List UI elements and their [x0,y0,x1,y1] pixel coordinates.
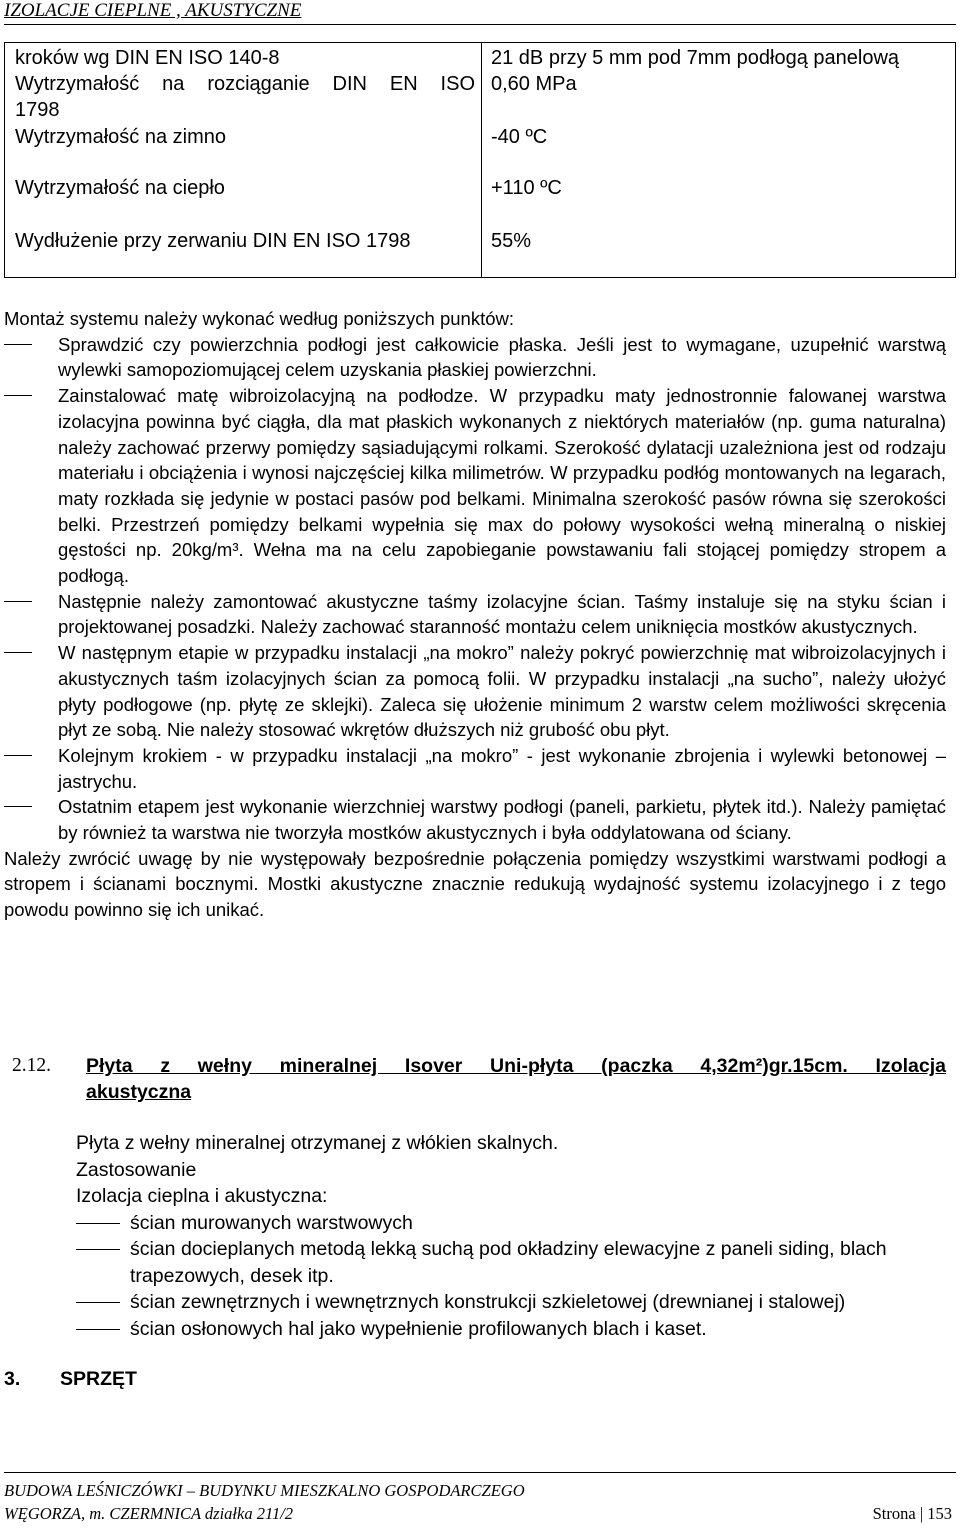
page-footer [4,1472,956,1525]
list-item-text: Ostatnim etapem jest wykonanie wierzchniej warstwy podłogi (paneli, parkietu, płytek itd.). Należy pamiętać by również ta warstwa nie tworzyła mostków akustycznych i była oddylatowana od ściany. [58,796,946,844]
table-row-label: Wytrzymałość na zimno [15,126,226,148]
dash-bullet [4,601,32,602]
dash-bullet [4,806,32,807]
dash-bullet [4,755,32,756]
mounting-intro: Montaż systemu należy wykonać według poniższych punktów: [4,308,515,329]
dash-bullet [4,652,32,653]
list-item-text: ścian osłonowych hal jako wypełnienie profilowanych blach i kaset. [130,1317,707,1340]
dash-bullet [76,1249,120,1250]
table-row-label: kroków wg DIN EN ISO 140-8 [15,47,280,69]
usage-subheading: Izolacja cieplna i akustyczna: [76,1185,328,1207]
table-column-divider [481,43,482,277]
table-row-value: 55% [491,230,532,252]
table-row-value: 21 dB przy 5 mm pod 7mm podłogą panelową [491,47,900,69]
list-item [4,743,946,794]
table-row-value: +110 ºC [491,177,562,199]
dash-bullet [76,1329,120,1330]
list-item-text: ścian docieplanych metodą lekką suchą pod okładziny elewacyjne z paneli siding, blach trapezowych, desek itp. [130,1238,887,1287]
table-row-value: 0,60 MPa [491,73,577,95]
footer-line-2: WĘGORZA, m. CZERMNICA działka 211/2 [4,1504,294,1523]
dash-bullet [4,395,32,396]
list-item [76,1236,946,1289]
list-item-text: Zainstalować matę wibroizolacyjną na podłodze. W przypadku maty jednostronnie falowanej warstwa izolacyjna powinna być ciągła, dla mat płaskich wykonanych z niektórych materiałów (np. guma naturalna) należy zachować przerwy pomiędzy sąsiadującymi rolkami. Szerokość dylatacji uzależniona jest od rodzaju materiału i obciążenia i wynosi najczęściej kilka milimetrów. W przypadku podłóg montowanych na legarach, maty rozkłada się jedynie w postaci pasów pod belkami. Minimalna szerokość pasów równa się szerokości belki. Przestrzeń pomiędzy belkami wypełnia się max do połowy wysokości wełną mineralną o niskiej gęstości np. 20kg/m³. Wełna ma na celu zapobieganie powstawaniu fali stojącej pomiędzy stropem a podłogą. [58,385,946,587]
section-title: SPRZĘT [60,1368,137,1390]
mounting-closing-paragraph: Należy zwrócić uwagę by nie występowały bezpośrednie połączenia pomiędzy wszystkimi warstwami podłogi a stropem i ścianami bocznymi. Mostki akustyczne znacznie redukują wydajność systemu izolacyjnego i z tego powodu powinno się ich unikać. [4,847,946,921]
list-item-text: Następnie należy zamontować akustyczne taśmy izolacyjne ścian. Taśmy instaluje się na styku ścian i projektowanej posadzki. Należy zachować staranność montażu celem uniknięcia mostków akustycznych. [58,590,946,638]
usage-heading: Zastosowanie [76,1158,197,1181]
list-item-text: Kolejnym krokiem - w przypadku instalacji „na mokro” - jest wykonanie zbrojenia i wylewki betonowej – jastrychu. [58,744,946,792]
footer-line-1: BUDOWA LEŚNICZÓWKI – BUDYNKU MIESZKALNO GOSPODARCZEGO [4,1481,525,1500]
section-title-continued: akustyczna [86,1081,192,1103]
list-item-text: W następnym etapie w przypadku instalacji „na mokro” należy pokryć powierzchnię mat wibroizolacyjnych i akustycznych taśm izolacyjnych ścian za pomocą folii. W przypadku instalacji „na sucho”, należy ułożyć płyty podłogowe (np. płytę ze sklejki). Zaleca się ułożenie minimum 2 warstw celem możliwości skręcenia płyt ze sobą. Nie należy stosować wkrętów dłuższych niż grubość obu płyt. [58,642,946,741]
list-item [76,1210,946,1237]
section-2-12 [12,1053,946,1105]
table-row-label: Wytrzymałość na ciepło [15,177,225,199]
footer-line-2-row [4,1502,956,1525]
list-item-text: Sprawdzić czy powierzchnia podłogi jest całkowicie płaska. Jeśli jest to wymagane, uzupełnić warstwą wylewki samopoziomującej celem uzyskania płaskiej powierzchni. [58,333,946,381]
list-item [4,640,946,743]
mounting-section [4,306,946,923]
table-row-label: Wytrzymałość na rozciąganie DIN EN ISO [15,73,475,95]
table-row-label-continued: 1798 [15,99,60,121]
list-item [4,794,946,845]
list-item [4,383,946,589]
properties-table [4,42,956,278]
product-description [76,1130,946,1342]
list-item [76,1316,946,1343]
page-label: Strona [872,1504,916,1523]
page-header [4,0,956,25]
dash-bullet [76,1302,120,1303]
list-item-text: ścian murowanych warstwowych [130,1211,413,1234]
table-row-label: Wydłużenie przy zerwaniu DIN EN ISO 1798 [15,230,411,252]
page-number-label: Strona | 153 [872,1504,952,1523]
list-item [76,1289,946,1316]
dash-bullet [4,344,32,345]
section-title: Płyta z wełny mineralnej Isover Uni-płyta (paczka 4,32m²)gr.15cm. Izolacja [86,1055,946,1077]
mounting-steps-list [4,332,946,846]
list-item-text: ścian zewnętrznych i wewnętrznych konstrukcji szkieletowej (drewnianej i stalowej) [130,1291,846,1313]
section-number: 3. [4,1368,21,1390]
product-description-text: Płyta z wełny mineralnej otrzymanej z włókien skalnych. [76,1132,559,1154]
list-item [4,332,946,383]
page-number: 153 [927,1504,952,1523]
usage-list [76,1210,946,1343]
section-3-heading [4,1366,137,1392]
dash-bullet [76,1223,120,1224]
table-row-value: -40 ºC [491,126,548,148]
page-header-title: IZOLACJE CIEPLNE , AKUSTYCZNE [4,0,302,21]
list-item [4,589,946,640]
section-number: 2.12. [12,1055,51,1076]
